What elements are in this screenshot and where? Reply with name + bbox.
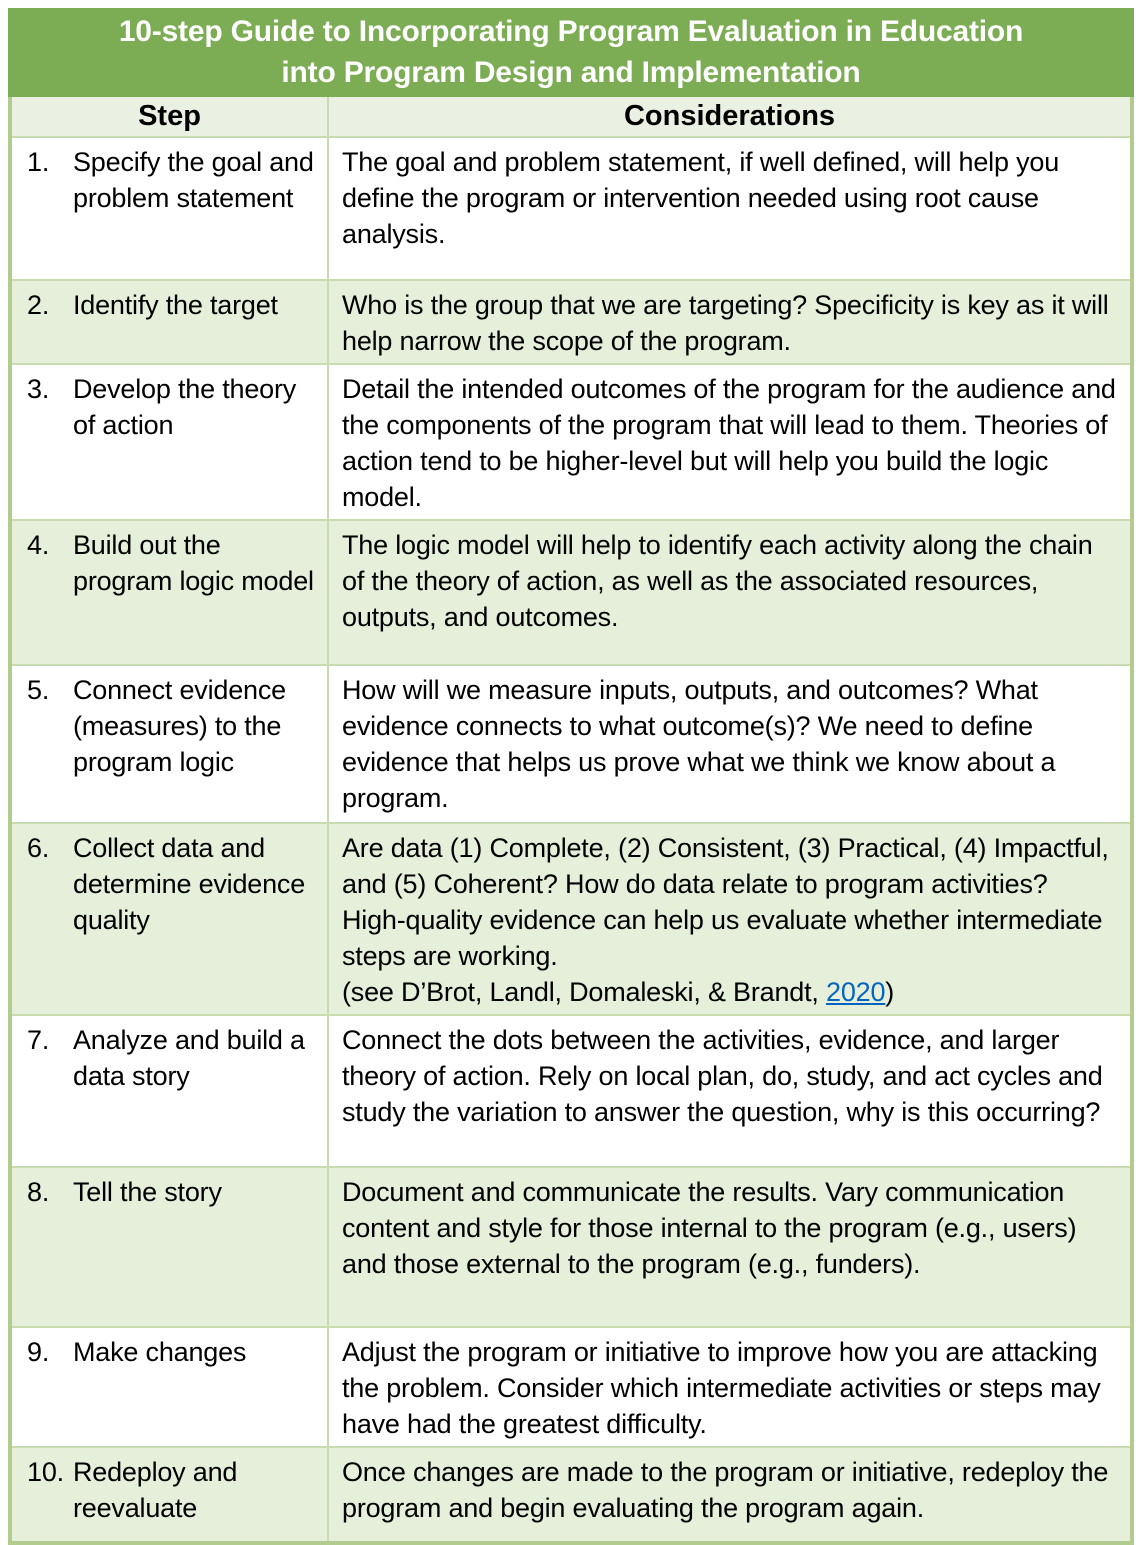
step-number: 10. (27, 1457, 64, 1487)
step-cell (12, 281, 329, 363)
step-cell (12, 666, 329, 822)
consideration-text: Document and communicate the results. Vary communication content and style for those internal to the program (e.g., users) and those external to the program (e.g., funders). (342, 1177, 1077, 1279)
step-label: Collect data and determine evidence quality (73, 833, 306, 935)
step-number: 3. (27, 374, 50, 404)
step-cell (12, 824, 329, 1014)
step-label: Redeploy and reevaluate (73, 1457, 238, 1523)
citation-link[interactable]: 2020 (826, 977, 886, 1007)
table-body (12, 136, 1130, 1541)
table-row (12, 279, 1130, 363)
consideration-text: Are data (1) Complete, (2) Consistent, (3) Practical, (4) Impactful, and (5) Coherent? How do data relate to program activities? High-quality evidence can help us evaluate whether intermediate steps are working. (342, 833, 1109, 971)
table-grid (8, 97, 1134, 1545)
consideration-cell (329, 1016, 1130, 1166)
step-label: Tell the story (73, 1177, 222, 1207)
step-number: 6. (27, 833, 50, 863)
step-label: Develop the theory of action (73, 374, 297, 440)
table-row (12, 1166, 1130, 1326)
step-number: 9. (27, 1337, 50, 1367)
step-cell (12, 138, 329, 279)
table-row (12, 664, 1130, 822)
consideration-cell (329, 1448, 1130, 1541)
consideration-text: How will we measure inputs, outputs, and outcomes? What evidence connects to what outcome(s)? We need to define evidence that helps us prove what we think we know about a program. (342, 675, 1056, 813)
header-row (12, 97, 1130, 136)
table-row (12, 519, 1130, 664)
step-label: Make changes (73, 1337, 247, 1367)
page-title-line2: into Program Design and Implementation (281, 56, 861, 89)
step-label: Connect evidence (measures) to the program logic (73, 675, 286, 777)
consideration-text: Detail the intended outcomes of the program for the audience and the components of the program that will lead to them. Theories of action tend to be higher-level but will help you build the logic model. (342, 374, 1116, 512)
step-label: Build out the program logic model (73, 530, 314, 596)
page-title (8, 8, 1134, 97)
step-cell (12, 1168, 329, 1326)
consideration-text: The goal and problem statement, if well defined, will help you define the program or intervention needed using root cause analysis. (342, 147, 1060, 249)
step-number: 7. (27, 1025, 50, 1055)
step-cell (12, 1448, 329, 1541)
step-number: 8. (27, 1177, 50, 1207)
table-row (12, 1446, 1130, 1541)
step-cell (12, 365, 329, 519)
step-number: 2. (27, 290, 50, 320)
consideration-cell (329, 365, 1130, 519)
step-label: Specify the goal and problem statement (73, 147, 314, 213)
consideration-text: Who is the group that we are targeting? Specificity is key as it will help narrow the scope of the program. (342, 290, 1109, 356)
consideration-cell (329, 666, 1130, 822)
table-row (12, 822, 1130, 1014)
consideration-text: Connect the dots between the activities, evidence, and larger theory of action. Rely on local plan, do, study, and act cycles and study the variation to answer the question, why is this occurring? (342, 1025, 1103, 1127)
consideration-cell (329, 138, 1130, 279)
consideration-cell (329, 281, 1130, 363)
consideration-cell (329, 1168, 1130, 1326)
step-cell (12, 1328, 329, 1446)
table-row (12, 1326, 1130, 1446)
table-row (12, 136, 1130, 279)
step-number: 5. (27, 675, 50, 705)
consideration-text: Adjust the program or initiative to improve how you are attacking the problem. Consider which intermediate activities or steps may have had the greatest difficulty. (342, 1337, 1101, 1439)
consideration-text: The logic model will help to identify each activity along the chain of the theory of action, as well as the associated resources, outputs, and outcomes. (342, 530, 1093, 632)
page-title-line1: 10-step Guide to Incorporating Program Evaluation in Education (118, 15, 1024, 48)
step-number: 4. (27, 530, 50, 560)
consideration-text: ) (885, 977, 895, 1007)
column-header-considerations: Considerations (623, 100, 836, 132)
guide-table (8, 8, 1134, 1545)
step-cell (12, 521, 329, 664)
step-number: 1. (27, 147, 50, 177)
consideration-text: Once changes are made to the program or initiative, redeploy the program and begin evaluating the program again. (342, 1457, 1109, 1523)
column-header-step: Step (12, 97, 329, 136)
step-cell (12, 1016, 329, 1166)
consideration-cell (329, 521, 1130, 664)
consideration-text: (see D’Brot, Landl, Domaleski, & Brandt, (342, 977, 827, 1007)
step-label: Identify the target (73, 290, 278, 320)
consideration-cell (329, 824, 1130, 1014)
consideration-cell (329, 1328, 1130, 1446)
table-row (12, 363, 1130, 519)
step-label: Analyze and build a data story (73, 1025, 305, 1091)
table-row (12, 1014, 1130, 1166)
